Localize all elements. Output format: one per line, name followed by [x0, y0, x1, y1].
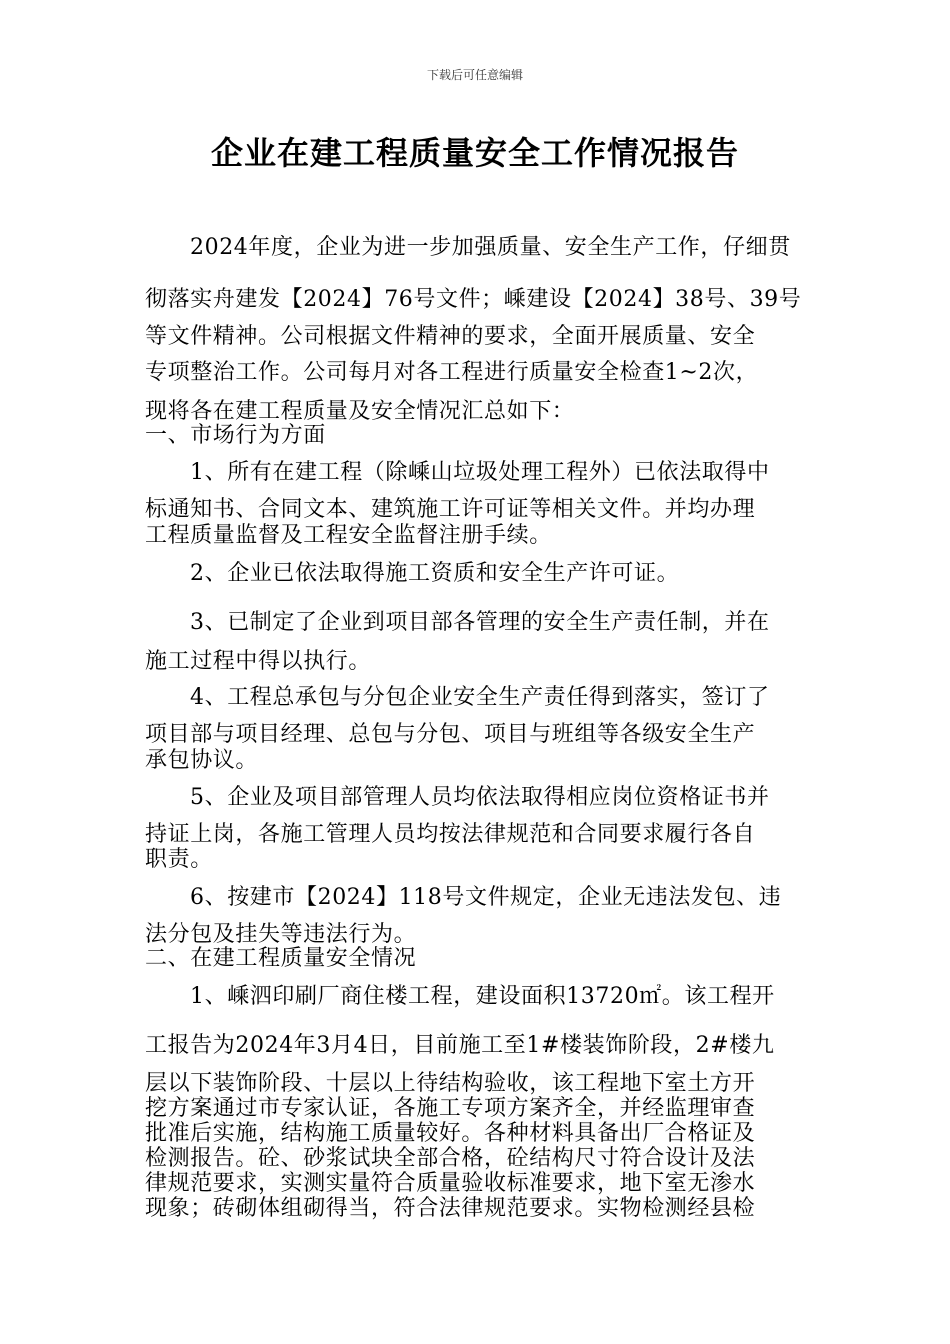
- paragraph-line: 层以下装饰阶段、十层以上待结构验收，该工程地下室土方开: [145, 1071, 756, 1096]
- paragraph-line: 职责。: [145, 847, 213, 872]
- section-heading: 二、在建工程质量安全情况: [145, 946, 417, 971]
- document-title: 企业在建工程质量安全工作情况报告: [210, 134, 739, 172]
- paragraph-line: 6、按建市【2024】118号文件规定，企业无违法发包、违: [190, 885, 782, 910]
- paragraph-line: 专项整治工作。公司每月对各工程进行质量安全检查1~2次，: [145, 360, 759, 385]
- paragraph-line: 2、企业已依法取得施工资质和安全生产许可证。: [190, 561, 680, 586]
- header-note: 下载后可任意编辑: [426, 68, 523, 82]
- paragraph-line: 现将各在建工程质量及安全情况汇总如下：: [145, 399, 575, 424]
- paragraph-line: 1、嵊泗印刷厂商住楼工程，建设面积13720㎡。该工程开: [190, 984, 775, 1009]
- paragraph-line: 承包协议。: [145, 748, 259, 773]
- paragraph-line: 工报告为2024年3月4日，目前施工至1#楼装饰阶段，2#楼九: [145, 1033, 775, 1058]
- paragraph-line: 工程质量监督及工程安全监督注册手续。: [145, 523, 552, 548]
- paragraph-line: 5、企业及项目部管理人员均依法取得相应岗位资格证书并: [190, 785, 770, 810]
- paragraph-line: 现象；砖砌体组砌得当，符合法律规范要求。实物检测经县检: [145, 1196, 756, 1221]
- paragraph-line: 律规范要求，实测实量符合质量验收标准要求，地下室无渗水: [145, 1171, 756, 1196]
- paragraph-line: 3、已制定了企业到项目部各管理的安全生产责任制，并在: [190, 610, 770, 635]
- paragraph-line: 持证上岗，各施工管理人员均按法律规范和合同要求履行各自: [145, 822, 756, 847]
- paragraph-line: 4、工程总承包与分包企业安全生产责任得到落实，签订了: [190, 685, 770, 710]
- paragraph-line: 施工过程中得以执行。: [145, 649, 372, 674]
- paragraph-line: 检测报告。砼、砂浆试块全部合格，砼结构尺寸符合设计及法: [145, 1146, 756, 1171]
- paragraph-line: 批准后实施，结构施工质量较好。各种材料具备出厂合格证及: [145, 1121, 756, 1146]
- paragraph-line: 标通知书、合同文本、建筑施工许可证等相关文件。并均办理: [145, 497, 756, 522]
- paragraph-line: 彻落实舟建发【2024】76号文件；嵊建设【2024】38号、39号: [145, 287, 802, 312]
- paragraph-line: 2024年度，企业为进一步加强质量、安全生产工作，仔细贯: [190, 235, 791, 260]
- paragraph-line: 挖方案通过市专家认证，各施工专项方案齐全，并经监理审查: [145, 1096, 756, 1121]
- paragraph-line: 法分包及挂失等违法行为。: [145, 922, 417, 947]
- paragraph-line: 项目部与项目经理、总包与分包、项目与班组等各级安全生产: [145, 722, 756, 747]
- section-heading: 一、市场行为方面: [145, 423, 326, 448]
- paragraph-line: 1、所有在建工程（除嵊山垃圾处理工程外）已依法取得中: [190, 460, 770, 485]
- paragraph-line: 等文件精神。公司根据文件精神的要求，全面开展质量、安全: [145, 324, 756, 349]
